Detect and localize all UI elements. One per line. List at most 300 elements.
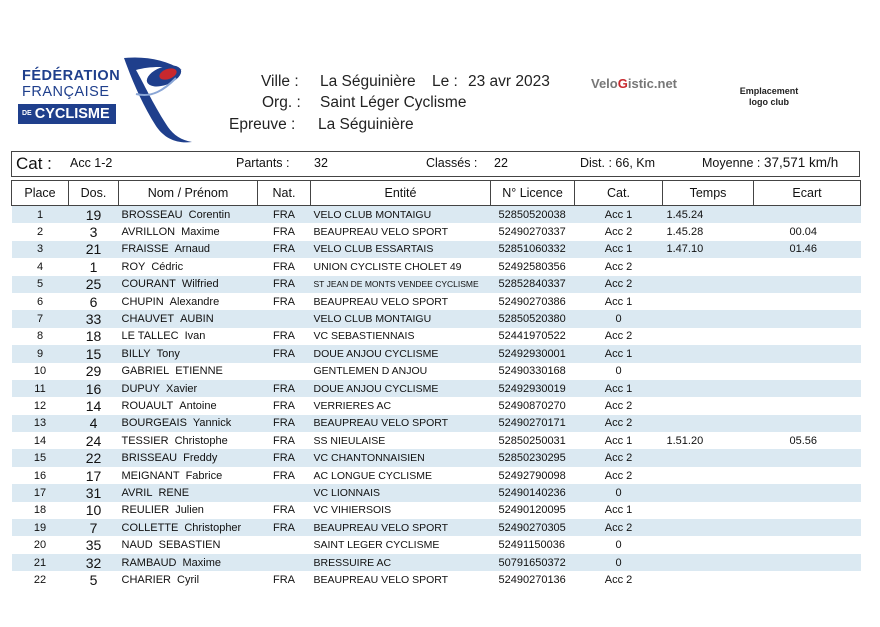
category-cell: Acc 1 [575, 241, 663, 258]
last-name: ROY [121, 260, 146, 273]
ville-label: Ville : [261, 73, 299, 90]
nationality-cell: FRA [273, 469, 295, 482]
name-cell [119, 432, 258, 449]
nationality-cell: FRA [273, 399, 295, 412]
partants-label: Partants : [236, 156, 290, 170]
name-cell [119, 258, 258, 275]
place-cell: 14 [33, 434, 47, 447]
table-row [12, 502, 861, 519]
category-cell: Acc 2 [604, 260, 633, 273]
table-row [12, 258, 861, 275]
results-table [11, 180, 861, 589]
entity-cell: AC LONGUE CYCLISME [313, 469, 432, 482]
entity-cell: VELO CLUB MONTAIGU [311, 206, 491, 224]
licence-cell: 52490870270 [498, 399, 566, 412]
place-cell: 22 [33, 573, 47, 586]
date-label: Le : [432, 73, 458, 90]
name-cell [119, 328, 258, 345]
nationality-cell: FRA [258, 345, 311, 362]
licence-cell: 52490270386 [498, 295, 566, 308]
time-cell [663, 397, 754, 414]
time-cell [663, 502, 754, 519]
place-cell: 16 [33, 469, 47, 482]
nationality-cell: FRA [258, 206, 311, 224]
name-cell [119, 223, 258, 240]
first-name: Tony [156, 347, 180, 360]
time-cell [663, 449, 754, 466]
entity-cell: ST JEAN DE MONTS VENDEE CYCLISME [311, 276, 491, 293]
gap-cell [754, 310, 861, 327]
place-cell: 9 [12, 345, 69, 362]
place-cell: 2 [36, 226, 44, 239]
last-name: NAUD [121, 539, 153, 552]
gap-cell: 05.56 [789, 434, 818, 447]
name-cell [119, 449, 258, 466]
first-name: RENE [158, 486, 190, 499]
gap-cell: 00.04 [789, 226, 818, 239]
name-cell [119, 241, 258, 258]
category-cell: Acc 2 [575, 415, 663, 432]
table-row [12, 449, 861, 466]
first-name: Maxime [182, 556, 222, 569]
nationality-cell: FRA [273, 434, 295, 447]
time-cell [663, 536, 754, 553]
entity-cell: SAINT LEGER CYCLISME [313, 539, 440, 552]
nationality-cell: FRA [273, 260, 295, 273]
club-logo-placeholder: Emplacement logo club [739, 86, 799, 107]
table-row [12, 415, 861, 432]
name-cell [119, 536, 258, 553]
category-cell: Acc 2 [604, 469, 633, 482]
nationality-cell: FRA [273, 330, 295, 343]
col-licence: N° Licence [491, 181, 575, 206]
col-cat: Cat. [575, 181, 663, 206]
time-cell [663, 363, 754, 380]
nationality-cell [258, 484, 311, 501]
licence-cell: 52852840337 [491, 276, 575, 293]
last-name: BRISSEAU [121, 452, 178, 465]
table-row [12, 276, 861, 293]
entity-cell: VELO CLUB ESSARTAIS [311, 241, 491, 258]
entity-cell: BEAUPREAU VELO SPORT [313, 295, 449, 308]
place-cell: 20 [33, 539, 47, 552]
first-name: Ivan [184, 330, 206, 343]
place-cell: 8 [36, 330, 44, 343]
table-row [12, 310, 861, 327]
time-cell: 1.45.28 [666, 226, 704, 239]
place-cell: 21 [12, 554, 69, 571]
entity-cell: VC LIONNAIS [311, 484, 491, 501]
table-row [12, 223, 861, 240]
category-cell: Acc 1 [575, 345, 663, 362]
gap-cell [754, 380, 861, 397]
entity-cell: BEAUPREAU VELO SPORT [313, 226, 449, 239]
nationality-cell: FRA [258, 380, 311, 397]
gap-cell [754, 258, 861, 275]
dossard-cell: 35 [85, 537, 102, 554]
entity-cell: DOUE ANJOU CYCLISME [311, 380, 491, 397]
last-name: BROSSEAU [121, 208, 183, 221]
first-name: Corentin [188, 208, 231, 221]
licence-cell: 52490270171 [491, 415, 575, 432]
gap-cell [754, 345, 861, 362]
licence-cell: 52490270337 [498, 226, 566, 239]
org-value: Saint Léger Cyclisme [320, 94, 467, 111]
last-name: TESSIER [121, 434, 169, 447]
table-row [12, 328, 861, 345]
logo-prefix: DE [22, 110, 32, 118]
last-name: AVRIL [121, 486, 153, 499]
col-ecart: Ecart [754, 181, 861, 206]
time-cell: 1.45.24 [663, 206, 754, 224]
cat-value: Acc 1-2 [70, 156, 113, 170]
place-cell: 15 [12, 449, 69, 466]
name-cell [119, 363, 258, 380]
category-cell: Acc 2 [575, 276, 663, 293]
place-cell: 1 [12, 206, 69, 224]
licence-cell: 52490270305 [491, 519, 575, 536]
name-cell [119, 571, 258, 588]
epreuve-value: La Séguinière [318, 116, 414, 133]
time-cell [663, 310, 754, 327]
classes-value: 22 [494, 156, 508, 170]
place-cell: 17 [12, 484, 69, 501]
first-name: Maxime [181, 226, 220, 239]
dossard-cell: 5 [89, 571, 98, 588]
org-label: Org. : [262, 94, 301, 111]
entity-cell: VC CHANTONNAISIEN [311, 449, 491, 466]
last-name: COLLETTE [121, 521, 179, 534]
table-row [12, 293, 861, 310]
licence-cell: 52490120095 [498, 504, 566, 517]
col-dossard: Dos. [69, 181, 119, 206]
last-name: BOURGEAIS [121, 417, 187, 430]
first-name: Antoine [179, 399, 217, 412]
race-info-bar [11, 151, 860, 177]
nationality-cell: FRA [273, 295, 295, 308]
licence-cell: 52850230295 [491, 449, 575, 466]
dossard-cell: 7 [69, 519, 119, 536]
place-cell: 10 [33, 365, 47, 378]
logo-text-3: CYCLISME [34, 106, 110, 122]
entity-cell: BEAUPREAU VELO SPORT [311, 415, 491, 432]
name-cell [119, 276, 258, 293]
entity-cell: GENTLEMEN D ANJOU [313, 365, 428, 378]
last-name: MEIGNANT [121, 469, 180, 482]
nationality-cell: FRA [273, 226, 295, 239]
entity-cell: UNION CYCLISTE CHOLET 49 [313, 260, 462, 273]
licence-cell: 52490140236 [491, 484, 575, 501]
place-cell: 7 [12, 310, 69, 327]
licence-cell: 52492930019 [491, 380, 575, 397]
licence-cell: 52492790098 [498, 469, 566, 482]
nationality-cell: FRA [258, 276, 311, 293]
classes-label: Classés : [426, 156, 478, 170]
category-cell: 0 [615, 539, 622, 552]
time-cell: 1.47.10 [663, 241, 754, 258]
first-name: Christophe [174, 434, 228, 447]
entity-cell: VERRIERES AC [313, 399, 392, 412]
nationality-cell: FRA [273, 504, 295, 517]
logo-text-1: FÉDÉRATION [22, 68, 121, 84]
table-header-row [12, 181, 861, 206]
licence-cell: 52490270136 [498, 573, 566, 586]
dossard-cell: 14 [85, 397, 102, 414]
col-place: Place [12, 181, 69, 206]
gap-cell [754, 206, 861, 224]
nationality-cell: FRA [258, 415, 311, 432]
time-cell [663, 415, 754, 432]
time-cell [663, 345, 754, 362]
dossard-cell: 6 [89, 293, 98, 310]
time-cell [663, 293, 754, 310]
table-row [12, 380, 861, 397]
dossard-cell: 4 [69, 415, 119, 432]
last-name: CHAUVET [121, 313, 175, 326]
first-name: SEBASTIEN [158, 539, 221, 552]
table-row [12, 345, 861, 362]
licence-cell: 52850520380 [491, 310, 575, 327]
licence-cell: 52492930001 [491, 345, 575, 362]
last-name: CHUPIN [121, 295, 164, 308]
time-cell [663, 519, 754, 536]
place-cell: 13 [12, 415, 69, 432]
entity-cell: VC SEBASTIENNAIS [313, 330, 415, 343]
nationality-cell: FRA [273, 573, 295, 586]
time-cell [663, 328, 754, 345]
last-name: ROUAULT [121, 399, 174, 412]
logo-swoosh-icon [106, 54, 206, 146]
last-name: REULIER [121, 504, 170, 517]
first-name: ETIENNE [175, 365, 223, 378]
dossard-cell: 15 [69, 345, 119, 362]
last-name: LE TALLEC [121, 330, 179, 343]
licence-cell: 52441970522 [498, 330, 566, 343]
name-cell [119, 310, 258, 327]
last-name: AVRILLON [121, 226, 176, 239]
category-cell: Acc 2 [604, 330, 633, 343]
table-row [12, 363, 861, 380]
category-cell: 0 [575, 484, 663, 501]
entity-cell: BEAUPREAU VELO SPORT [313, 573, 449, 586]
category-cell: Acc 2 [575, 449, 663, 466]
entity-cell: VC VIHIERSOIS [313, 504, 392, 517]
col-nom: Nom / Prénom [119, 181, 258, 206]
name-cell [119, 206, 258, 224]
time-cell [663, 467, 754, 484]
category-cell: Acc 1 [575, 206, 663, 224]
dossard-cell: 32 [69, 554, 119, 571]
col-entite: Entité [311, 181, 491, 206]
name-cell [119, 519, 258, 536]
place-cell: 12 [33, 399, 47, 412]
first-name: Yannick [192, 417, 232, 430]
last-name: CHARIER [121, 573, 172, 586]
licence-cell: 52491150036 [498, 539, 565, 552]
date-value: 23 avr 2023 [468, 73, 550, 90]
dossard-cell: 29 [85, 363, 102, 380]
time-cell [663, 258, 754, 275]
place-cell: 18 [33, 504, 47, 517]
nationality-cell [258, 554, 311, 571]
gap-cell [754, 519, 861, 536]
name-cell [119, 415, 258, 432]
dossard-cell: 24 [85, 432, 102, 449]
first-name: Fabrice [185, 469, 223, 482]
moyenne-label: Moyenne : [702, 156, 761, 170]
entity-cell: DOUE ANJOU CYCLISME [311, 345, 491, 362]
dossard-cell: 19 [69, 206, 119, 224]
dossard-cell: 10 [85, 502, 102, 519]
place-cell: 3 [12, 241, 69, 258]
table-row [12, 397, 861, 414]
place-cell: 6 [36, 295, 44, 308]
gap-cell [754, 571, 861, 588]
category-cell: Acc 1 [604, 295, 633, 308]
category-cell: Acc 2 [604, 226, 633, 239]
name-cell [119, 345, 258, 362]
licence-cell: 50791650372 [491, 554, 575, 571]
category-cell: Acc 1 [604, 434, 633, 447]
entity-cell: BRESSUIRE AC [311, 554, 491, 571]
dossard-cell: 3 [89, 224, 98, 241]
first-name: Freddy [183, 452, 218, 465]
gap-cell [754, 484, 861, 501]
logo-text-box [18, 104, 116, 124]
category-cell: Acc 2 [575, 519, 663, 536]
dossard-cell: 25 [69, 276, 119, 293]
gap-cell [754, 536, 861, 553]
last-name: DUPUY [121, 382, 161, 395]
first-name: Wilfried [181, 278, 219, 291]
place-cell: 5 [12, 276, 69, 293]
licence-cell: 52492580356 [498, 260, 566, 273]
time-cell [663, 554, 754, 571]
dossard-cell: 1 [89, 258, 98, 275]
table-row [12, 241, 861, 258]
table-row [12, 536, 861, 553]
table-row [12, 571, 861, 588]
name-cell [119, 293, 258, 310]
licence-cell: 52850250031 [498, 434, 566, 447]
col-nat: Nat. [258, 181, 311, 206]
gap-cell [754, 467, 861, 484]
name-cell [119, 380, 258, 397]
licence-cell: 52850520038 [491, 206, 575, 224]
table-row [12, 484, 861, 501]
table-row [12, 519, 861, 536]
dossard-cell: 18 [85, 328, 102, 345]
table-row [12, 432, 861, 449]
dossard-cell: 33 [69, 310, 119, 327]
place-cell: 4 [36, 260, 44, 273]
gap-cell: 01.46 [754, 241, 861, 258]
licence-cell: 52490330168 [498, 365, 566, 378]
dossard-cell: 22 [69, 449, 119, 466]
gap-cell [754, 554, 861, 571]
entity-cell: BEAUPREAU VELO SPORT [311, 519, 491, 536]
logo-text-2: FRANÇAISE [22, 84, 110, 100]
nationality-cell [258, 536, 311, 553]
table-row [12, 206, 861, 224]
table-row [12, 467, 861, 484]
ffc-logo [14, 54, 234, 146]
epreuve-label: Epreuve : [229, 116, 296, 133]
category-cell: Acc 1 [604, 504, 633, 517]
dossard-cell: 31 [69, 484, 119, 501]
gap-cell [754, 328, 861, 345]
category-cell: 0 [615, 365, 622, 378]
category-cell: 0 [575, 310, 663, 327]
category-cell: Acc 2 [604, 573, 633, 586]
dossard-cell: 16 [69, 380, 119, 397]
time-cell [663, 380, 754, 397]
place-cell: 19 [12, 519, 69, 536]
nationality-cell: FRA [258, 519, 311, 536]
first-name: Cédric [151, 260, 184, 273]
first-name: Arnaud [174, 243, 211, 256]
nationality-cell: FRA [258, 241, 311, 258]
time-cell [663, 484, 754, 501]
partants-value: 32 [314, 156, 328, 170]
moyenne-value: 37,571 km/h [764, 155, 839, 170]
gap-cell [754, 502, 861, 519]
table-row [12, 554, 861, 571]
gap-cell [754, 397, 861, 414]
name-cell [119, 484, 258, 501]
velogistic-logo: VeloGistic.net [591, 76, 677, 91]
nationality-cell: FRA [258, 449, 311, 466]
place-cell: 11 [12, 380, 69, 397]
name-cell [119, 554, 258, 571]
name-cell [119, 502, 258, 519]
name-cell [119, 397, 258, 414]
first-name: AUBIN [180, 313, 214, 326]
time-cell [663, 571, 754, 588]
last-name: GABRIEL [121, 365, 170, 378]
first-name: Christopher [184, 521, 242, 534]
gap-cell [754, 415, 861, 432]
first-name: Cyril [177, 573, 200, 586]
first-name: Julien [175, 504, 204, 517]
time-cell [663, 276, 754, 293]
distance: Dist. : 66, Km [580, 156, 656, 170]
nationality-cell [258, 310, 311, 327]
first-name: Xavier [166, 382, 198, 395]
ville-value: La Séguinière [320, 73, 416, 90]
last-name: RAMBAUD [121, 556, 177, 569]
licence-cell: 52851060332 [491, 241, 575, 258]
name-cell [119, 467, 258, 484]
gap-cell [754, 293, 861, 310]
category-cell: Acc 1 [575, 380, 663, 397]
last-name: COURANT [121, 278, 176, 291]
first-name: Alexandre [169, 295, 220, 308]
time-cell: 1.51.20 [666, 434, 704, 447]
category-cell: 0 [575, 554, 663, 571]
entity-cell: SS NIEULAISE [313, 434, 386, 447]
dossard-cell: 17 [85, 467, 102, 484]
nationality-cell [258, 363, 311, 380]
entity-cell: VELO CLUB MONTAIGU [311, 310, 491, 327]
col-temps: Temps [663, 181, 754, 206]
cat-label: Cat : [16, 154, 52, 173]
last-name: BILLY [121, 347, 151, 360]
dossard-cell: 21 [69, 241, 119, 258]
gap-cell [754, 449, 861, 466]
category-cell: Acc 2 [604, 399, 633, 412]
gap-cell [754, 363, 861, 380]
